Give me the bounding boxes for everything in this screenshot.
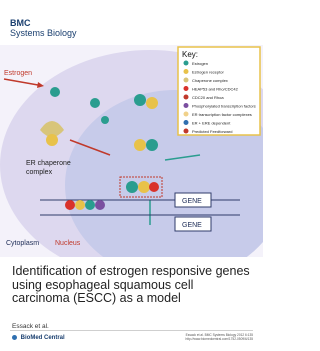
dimer-part bbox=[138, 181, 150, 193]
cover-figure bbox=[0, 45, 263, 257]
key-swatch bbox=[184, 120, 189, 125]
dimer-part bbox=[149, 182, 159, 192]
estrogen-molecule bbox=[90, 98, 100, 108]
key-item-label: Chaperone complex bbox=[192, 78, 228, 83]
key-item-label: Estrogen bbox=[192, 61, 209, 66]
logo-dot-icon bbox=[12, 335, 17, 340]
article-title: Identification of estrogen responsive genes using esophageal squamous cell carcinoma (ESCC) as a model bbox=[12, 264, 250, 305]
er-chaperone-label-line: ER chaperone bbox=[26, 160, 71, 167]
estrogen-label: Estrogen bbox=[4, 70, 33, 77]
gene-label: GENE bbox=[182, 222, 202, 229]
key-swatch bbox=[184, 69, 189, 74]
key-swatch bbox=[184, 103, 189, 108]
er-chaperone-label-line: complex bbox=[26, 169, 53, 176]
key-item-label: ER + ERE dependent bbox=[192, 120, 231, 126]
key-item-label: Estrogen receptor bbox=[192, 69, 224, 75]
key-swatch bbox=[184, 78, 189, 83]
key-title: Key: bbox=[182, 50, 199, 59]
transcription-factor bbox=[65, 200, 75, 210]
estrogen-receptor-complex bbox=[146, 97, 158, 109]
key-swatch bbox=[184, 112, 189, 117]
key-item-label: Phosphorylated transcription factors bbox=[192, 103, 256, 109]
estrogen-molecule bbox=[50, 87, 60, 97]
biomed-central-logo bbox=[12, 335, 65, 341]
citation-text: Essack et al. BMC Systems Biology 2012 6:135 http://www.biomedcentral.com/1752-0509/6/135 bbox=[185, 333, 253, 341]
transcription-factor bbox=[75, 200, 85, 210]
estrogen-receptor-complex bbox=[134, 94, 146, 106]
journal-name: Systems Biology bbox=[10, 28, 77, 38]
key-swatch bbox=[184, 95, 189, 100]
nucleus-label: Nucleus bbox=[55, 240, 81, 247]
receptor-shape bbox=[46, 134, 58, 146]
logo-text: BioMed Central bbox=[20, 335, 65, 342]
cytoplasm-label: Cytoplasm bbox=[6, 240, 40, 247]
key-swatch bbox=[184, 86, 189, 91]
article-authors: Essack et al. bbox=[12, 323, 49, 330]
key-item-label: Predicted Feedforward bbox=[192, 129, 233, 134]
publisher-label: BMC bbox=[10, 18, 31, 28]
estrogen-receptor-complex bbox=[146, 139, 158, 151]
transcription-factor bbox=[85, 200, 95, 210]
key-swatch bbox=[184, 129, 189, 134]
dimer-part bbox=[126, 181, 138, 193]
key-item-label: ER transcription factor complexes bbox=[192, 112, 252, 117]
key-item-label: CDC20 and Rhoa bbox=[192, 95, 224, 100]
key-item-label: HEAP53 and Rho/CDC42 bbox=[192, 86, 238, 92]
journal-brand bbox=[10, 18, 77, 38]
estrogen-receptor-complex bbox=[134, 139, 146, 151]
estrogen-molecule bbox=[101, 116, 109, 124]
gene-label: GENE bbox=[182, 198, 202, 205]
footer-divider bbox=[10, 330, 253, 331]
key-swatch bbox=[184, 61, 189, 66]
transcription-factor bbox=[95, 200, 105, 210]
